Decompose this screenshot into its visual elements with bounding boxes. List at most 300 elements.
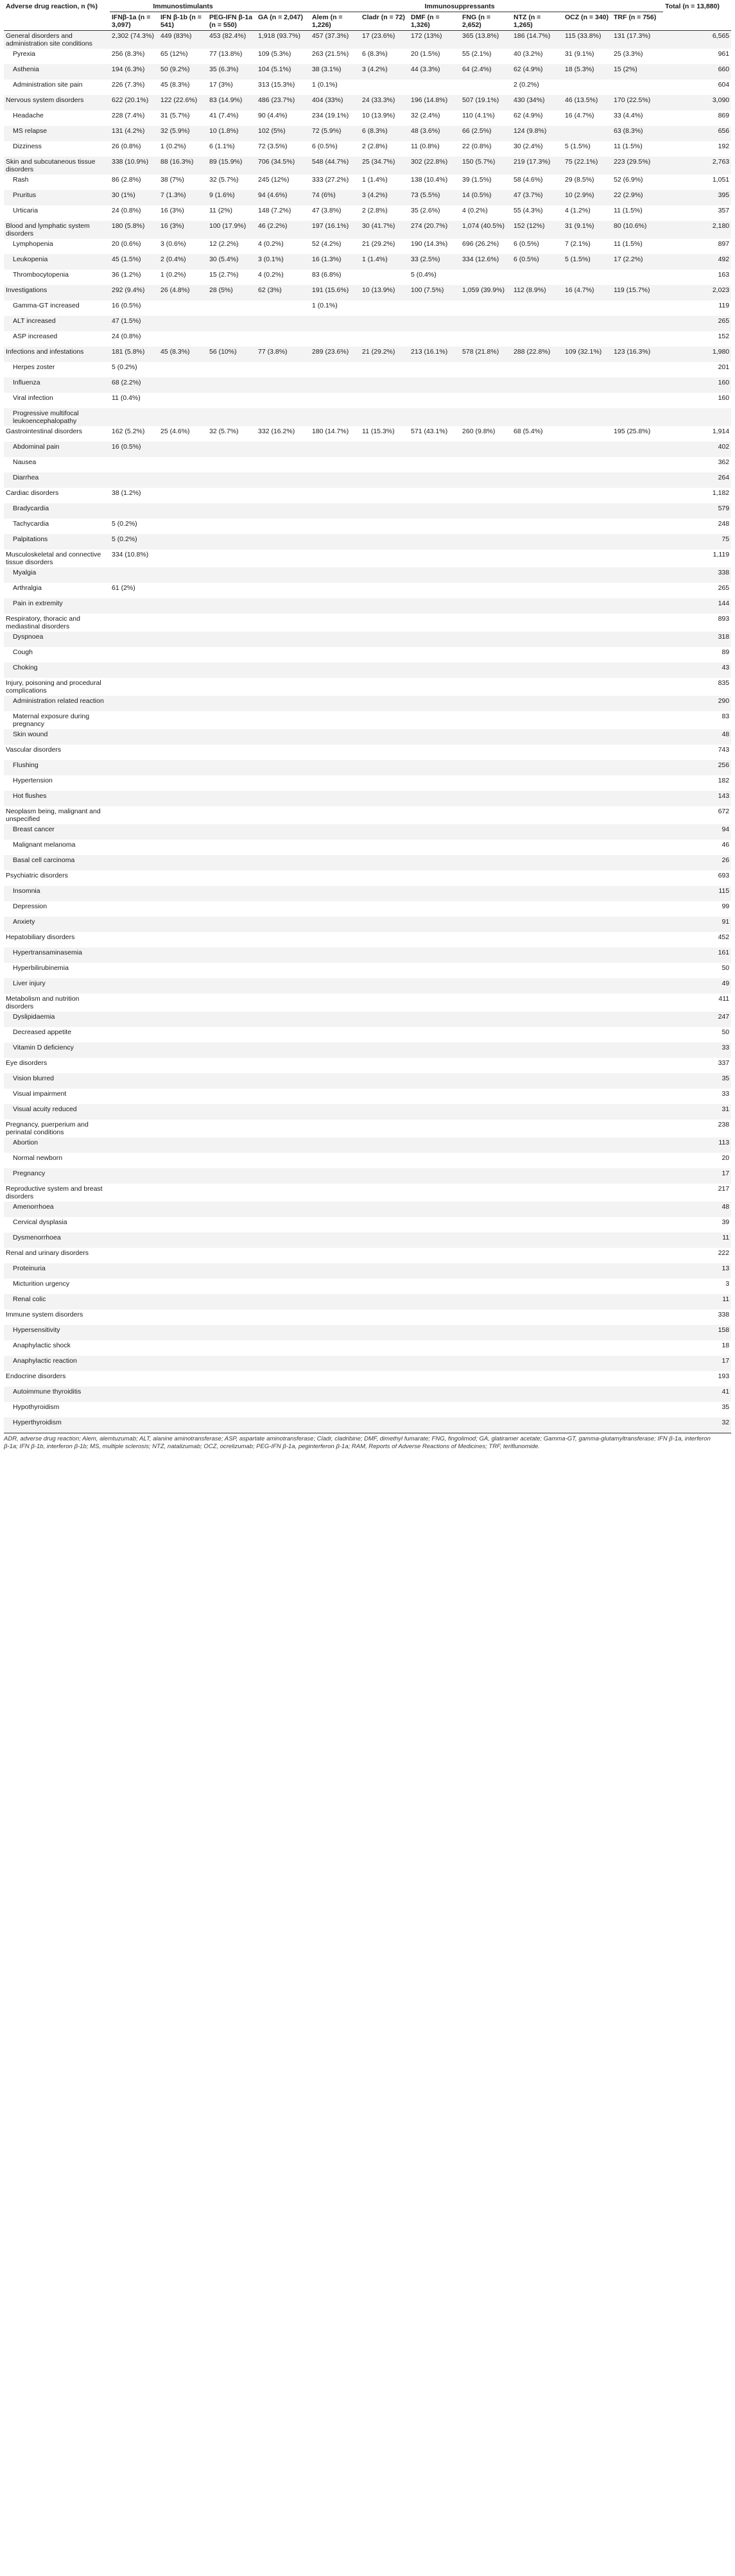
value-cell [207,1089,256,1104]
table-row-subitem [4,457,731,472]
value-cell [563,632,612,647]
value-cell [563,519,612,534]
total-cell: 89 [722,648,730,656]
table-row-category [4,285,731,300]
value-cell: 152 (12%) [512,221,563,239]
value-cell: 68 (2.2%) [110,377,159,393]
total-cell: 158 [663,1325,731,1340]
value-cell: 181 (5.8%) [110,347,159,362]
table-row-category [4,157,731,175]
total-cell: 256 [663,760,731,775]
value-cell [612,1325,663,1340]
value-cell: 68 (5.4%) [514,428,543,435]
value-cell [360,598,409,614]
value-cell [563,1042,612,1058]
value-cell [310,662,360,678]
total-cell: 6,565 [663,31,731,49]
value-cell: 5 (1.5%) [565,143,591,150]
value-cell [409,1202,460,1217]
value-cell [310,598,360,614]
value-cell [207,775,256,791]
total-cell: 247 [663,1012,731,1027]
total-cell: 897 [718,240,730,248]
value-cell [360,1417,409,1433]
value-cell [512,1279,563,1294]
value-cell [310,1356,360,1371]
table-row-category [4,1184,731,1202]
value-cell [310,1153,360,1168]
value-cell [159,1248,207,1263]
value-cell: 197 (16.1%) [310,221,360,239]
value-cell [460,583,512,598]
value-cell [207,1184,256,1202]
total-cell: 743 [718,746,730,754]
row-label: Skin wound [4,729,110,745]
value-cell [360,947,409,963]
value-cell [207,393,256,408]
row-label: Hyperbilirubinemia [13,964,69,972]
value-cell [409,1153,460,1168]
value-cell: 62 (4.9%) [514,112,543,119]
value-cell [159,1073,207,1089]
total-cell: 26 [663,855,731,870]
value-cell [563,1402,612,1417]
table-row-subitem [4,662,731,678]
value-cell [563,886,612,901]
value-cell [360,393,409,408]
value-cell: 52 (4.2%) [312,240,342,248]
row-label: Vision blurred [4,1073,110,1089]
value-cell: 73 (5.5%) [409,190,460,205]
value-cell [159,791,207,806]
value-cell [256,1263,310,1279]
value-cell [159,362,207,377]
value-cell [612,472,663,488]
value-cell [207,1248,256,1263]
value-cell [563,549,612,567]
value-cell [159,1202,207,1217]
row-label: Administration site pain [13,81,83,89]
value-cell [563,1089,612,1104]
value-cell [512,1325,563,1340]
table-row-category [4,31,731,49]
value-cell [563,1325,612,1340]
value-cell [409,840,460,855]
table-row-category [4,745,731,760]
value-cell [310,1294,360,1310]
value-cell [512,1417,563,1433]
value-cell [310,678,360,696]
value-cell [110,978,159,994]
value-cell [460,1263,512,1279]
value-cell [110,806,159,824]
value-cell: 226 (7.3%) [112,81,145,89]
row-label: Hypothyroidism [13,1403,60,1411]
value-cell [612,1310,663,1325]
value-cell [360,1217,409,1232]
value-cell [360,963,409,978]
value-cell [409,393,460,408]
value-cell [207,1137,256,1153]
value-cell [110,614,159,632]
total-cell: 492 [663,254,731,270]
value-cell [159,316,207,331]
value-cell: 131 (4.2%) [110,126,159,141]
table-row-subitem [4,1325,731,1340]
value-cell: 1 (1.4%) [362,176,388,184]
value-cell [207,519,256,534]
value-cell [563,316,612,331]
value-cell [563,567,612,583]
total-cell: 869 [718,112,730,119]
row-label: Endocrine disorders [6,1372,66,1380]
value-cell [360,1202,409,1217]
value-cell: 16 (3%) [160,207,184,214]
value-cell [409,1089,460,1104]
row-label: MS relapse [4,126,110,141]
value-cell [409,534,460,549]
value-cell [612,503,663,519]
value-cell [159,1294,207,1310]
value-cell [207,1073,256,1089]
table-row-subitem [4,855,731,870]
value-cell: 706 (34.5%) [256,157,310,175]
row-label: Psychiatric disorders [6,872,68,879]
total-cell: 35 [663,1073,731,1089]
value-cell [310,567,360,583]
value-cell [460,1042,512,1058]
value-cell [460,791,512,806]
value-cell [563,362,612,377]
value-cell [563,331,612,347]
value-cell [409,1325,460,1340]
value-cell [512,678,563,696]
row-label: Choking [4,662,110,678]
value-cell [460,745,512,760]
value-cell [310,1058,360,1073]
total-cell: 318 [663,632,731,647]
value-cell [207,806,256,824]
group-header-row [4,1,731,12]
total-cell: 17 [663,1356,731,1371]
value-cell [612,870,663,886]
table-row-subitem [4,696,731,711]
value-cell: 72 (3.5%) [258,143,288,150]
table-row-subitem [4,1137,731,1153]
col-header: TRF (n = 756) [612,12,663,31]
first-col-header: Adverse drug reaction, n (%) [4,1,110,31]
value-cell [360,488,409,503]
value-cell: 16 (0.5%) [110,442,159,457]
value-cell [460,886,512,901]
total-cell: 338 [718,1311,730,1318]
row-label: Cough [13,648,33,656]
value-cell [159,1012,207,1027]
value-cell [256,1248,310,1263]
value-cell [612,534,663,549]
value-cell [256,567,310,583]
total-cell: 248 [718,520,730,528]
value-cell [256,1279,310,1294]
value-cell [512,994,563,1012]
value-cell [360,855,409,870]
value-cell [512,488,563,503]
value-cell: 90 (4.4%) [258,112,288,119]
value-cell [110,775,159,791]
table-row-subitem [4,775,731,791]
table-row-subitem [4,791,731,806]
value-cell [159,947,207,963]
value-cell: 52 (6.9%) [614,176,643,184]
value-cell [409,1402,460,1417]
value-cell [563,393,612,408]
value-cell: 80 (10.6%) [612,221,663,239]
value-cell [460,362,512,377]
value-cell [360,1168,409,1184]
value-cell: 40 (3.2%) [514,50,543,58]
value-cell [512,1310,563,1325]
value-cell [360,316,409,331]
value-cell [310,775,360,791]
value-cell [207,947,256,963]
row-label: Nervous system disorders [4,95,110,110]
value-cell [409,662,460,678]
value-cell: 115 (33.8%) [563,31,612,49]
value-cell [360,1402,409,1417]
value-cell: 38 (3.1%) [310,64,360,80]
col-header: GA (n = 2,047) [256,12,310,31]
table-row-subitem [4,503,731,519]
value-cell [409,316,460,331]
value-cell [207,729,256,745]
table-row-category [4,870,731,886]
total-cell: 357 [718,207,730,214]
value-cell [512,393,563,408]
value-cell [207,745,256,760]
value-cell: 119 (15.7%) [612,285,663,300]
value-cell: 449 (83%) [159,31,207,49]
value-cell [159,442,207,457]
value-cell [460,1279,512,1294]
value-cell: 170 (22.5%) [612,95,663,110]
row-label: Cardiac disorders [6,489,59,497]
value-cell [360,503,409,519]
value-cell [460,775,512,791]
row-label: Depression [13,903,48,910]
table-row-subitem [4,632,731,647]
total-cell: 395 [663,190,731,205]
value-cell [256,1184,310,1202]
total-cell: 3 [725,1280,730,1288]
table-row-subitem [4,331,731,347]
value-cell [409,1104,460,1119]
row-label: Influenza [4,377,110,393]
value-cell [460,80,512,95]
value-cell [256,1294,310,1310]
value-cell [360,1294,409,1310]
table-row-subitem [4,840,731,855]
table-row-subitem [4,1294,731,1310]
total-cell: 143 [663,791,731,806]
row-label: Urticaria [13,207,39,214]
table-row-subitem [4,1073,731,1089]
total-cell: 893 [718,615,730,623]
value-cell: 5 (0.2%) [112,363,137,371]
value-cell [460,270,512,285]
value-cell [563,1058,612,1073]
value-cell [612,1012,663,1027]
value-cell [460,678,512,696]
total-cell: 265 [718,584,730,592]
value-cell [612,932,663,947]
value-cell: 150 (5.7%) [460,157,512,175]
total-cell: 2,763 [663,157,731,175]
value-cell [563,1279,612,1294]
total-cell: 604 [718,81,730,89]
row-label: Blood and lymphatic system disorders [4,221,110,239]
value-cell [612,1217,663,1232]
value-cell: 334 (12.6%) [460,254,512,270]
value-cell: 65 (12%) [160,50,188,58]
value-cell [110,840,159,855]
value-cell [512,549,563,567]
value-cell [159,886,207,901]
value-cell: 16 (4.7%) [563,285,612,300]
value-cell [110,729,159,745]
value-cell [110,1294,159,1310]
value-cell [460,519,512,534]
value-cell: 83 (6.8%) [312,271,342,279]
value-cell [360,978,409,994]
value-cell: 430 (34%) [512,95,563,110]
value-cell: 5 (0.2%) [112,520,137,528]
value-cell [310,1168,360,1184]
value-cell [612,711,663,729]
value-cell [563,1294,612,1310]
value-cell [563,932,612,947]
value-cell [110,1027,159,1042]
total-cell: 672 [718,808,730,815]
value-cell [460,994,512,1012]
table-body [4,31,731,1433]
value-cell [310,1012,360,1027]
table-row-subitem [4,901,731,917]
total-cell: 160 [718,394,730,402]
value-cell [460,377,512,393]
value-cell [360,647,409,662]
value-cell: 24 (0.8%) [112,333,141,340]
value-cell [207,1325,256,1340]
value-cell [310,963,360,978]
row-label: Headache [13,112,44,119]
row-label: Malignant melanoma [13,841,76,849]
value-cell [409,1232,460,1248]
total-cell: 39 [722,1218,730,1226]
value-cell: 213 (16.1%) [409,347,460,362]
value-cell [159,917,207,932]
value-cell [563,1119,612,1137]
value-cell [159,1042,207,1058]
value-cell: 10 (2.9%) [563,190,612,205]
value-cell [409,1279,460,1294]
value-cell [409,362,460,377]
value-cell [110,567,159,583]
value-cell [612,519,663,534]
value-cell [409,1263,460,1279]
value-cell [409,598,460,614]
value-cell [612,947,663,963]
value-cell [159,300,207,316]
value-cell [512,806,563,824]
table-row-subitem [4,1340,731,1356]
value-cell [612,1153,663,1168]
total-cell: 579 [663,503,731,519]
value-cell [612,696,663,711]
value-cell [563,760,612,775]
value-cell: 263 (21.5%) [312,50,349,58]
value-cell: 45 (8.3%) [159,347,207,362]
value-cell [310,457,360,472]
value-cell [256,549,310,567]
value-cell [159,503,207,519]
value-cell [512,696,563,711]
value-cell [612,1058,663,1073]
value-cell [563,855,612,870]
value-cell [256,1356,310,1371]
value-cell [310,791,360,806]
value-cell: 14 (0.5%) [460,190,512,205]
value-cell [207,598,256,614]
value-cell: 234 (19.1%) [312,112,349,119]
value-cell: 109 (32.1%) [563,347,612,362]
value-cell [563,457,612,472]
value-cell [360,1153,409,1168]
value-cell [409,1248,460,1263]
value-cell [256,1340,310,1356]
row-label: Lymphopenia [13,240,53,248]
total-cell: 201 [718,363,730,371]
value-cell [563,472,612,488]
value-cell [207,870,256,886]
value-cell [110,632,159,647]
total-cell [663,408,731,426]
value-cell: 162 (5.2%) [112,428,145,435]
value-cell [460,1202,512,1217]
value-cell [563,994,612,1012]
value-cell [563,270,612,285]
value-cell [460,1217,512,1232]
value-cell [110,1153,159,1168]
total-cell: 46 [722,841,730,849]
value-cell [110,886,159,901]
value-cell: 5 (0.4%) [411,271,437,279]
row-label: ALT increased [4,316,110,331]
value-cell [460,1027,512,1042]
value-cell [310,745,360,760]
value-cell [207,1027,256,1042]
value-cell [310,729,360,745]
value-cell: 1,059 (39.9%) [460,285,512,300]
value-cell [612,362,663,377]
value-cell [460,662,512,678]
col-header: IFNβ-1a (n = 3,097) [110,12,159,31]
value-cell [512,760,563,775]
value-cell [409,729,460,745]
row-label: Hepatobiliary disorders [6,933,75,941]
value-cell: 46 (13.5%) [563,95,612,110]
value-cell [409,1027,460,1042]
table-row-subitem [4,80,731,95]
